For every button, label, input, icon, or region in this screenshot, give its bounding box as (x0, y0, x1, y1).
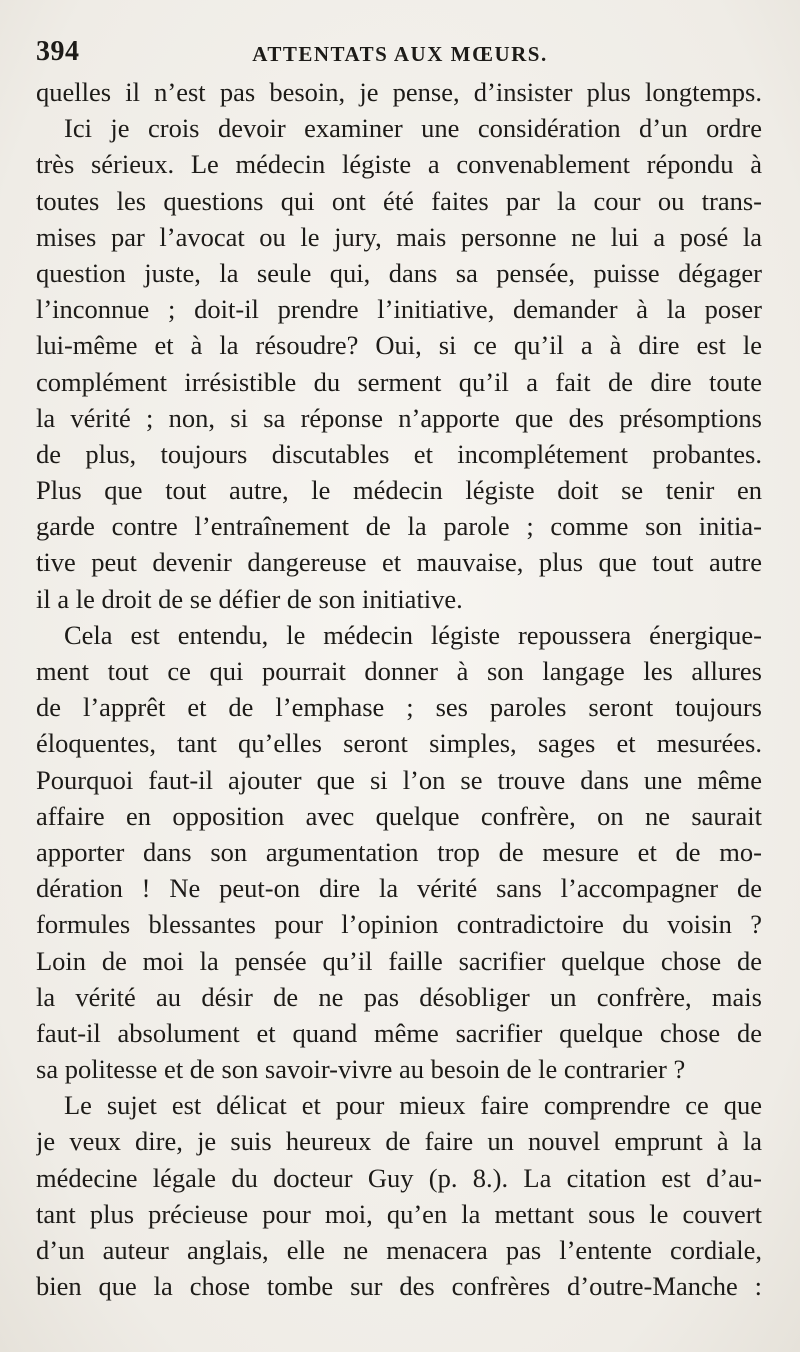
text-line: Loin de moi la pensée qu’il faille sacrifier quelque chose de (36, 945, 762, 976)
text-line: de plus, toujours discutables et incomplétement probantes. (36, 438, 762, 469)
text-line: ment tout ce qui pourrait donner à son langage les allures (36, 656, 762, 686)
text-line: complément irrésistible du serment qu’il a fait de dire toute (36, 366, 762, 397)
text-line: il a le droit de se défier de son initiative. (36, 583, 463, 614)
text-line: dération ! Ne peut-on dire la vérité sans l’accompagner de (36, 873, 762, 904)
page-number: 394 (36, 36, 80, 67)
text-line: apporter dans son argumentation trop de mesure et de mo- (36, 836, 762, 867)
text-line: la vérité au désir de ne pas désobliger un confrère, mais (36, 981, 762, 1012)
text-line: question juste, la seule qui, dans sa pensée, puisse dégager (36, 257, 762, 288)
text-line: lui-même et à la résoudre? Oui, si ce qu’il a à dire est le (36, 330, 762, 361)
text-line: la vérité ; non, si sa réponse n’apporte que des présomptions (36, 402, 762, 433)
text-line: bien que la chose tombe sur des confrères d’outre-Manche : (36, 1271, 762, 1302)
page-header (36, 30, 764, 70)
text-line: tive peut devenir dangereuse et mauvaise, plus que tout autre (36, 547, 762, 578)
text-line: formules blessantes pour l’opinion contradictoire du voisin ? (36, 909, 762, 940)
text-line: Cela est entendu, le médecin légiste repoussera énergique- (64, 619, 762, 650)
text-line: garde contre l’entraînement de la parole ; comme son initia- (36, 511, 762, 542)
text-line: Plus que tout autre, le médecin légiste doit se tenir en (36, 475, 762, 506)
text-line: Ici je crois devoir examiner une considération d’un ordre (64, 113, 762, 144)
text-line: de l’apprêt et de l’emphase ; ses paroles seront toujours (36, 692, 762, 723)
text-line: tant plus précieuse pour moi, qu’en la mettant sous le couvert (36, 1198, 762, 1229)
text-line: Pourquoi faut-il ajouter que si l’on se trouve dans une même (36, 764, 762, 795)
text-line: médecine légale du docteur Guy (p. 8.). La citation est d’au- (36, 1162, 762, 1193)
text-line: très sérieux. Le médecin légiste a convenablement répondu à (36, 149, 762, 180)
text-line: mises par l’avocat ou le jury, mais personne ne lui a posé la (36, 221, 762, 252)
text-line: éloquentes, tant qu’elles seront simples, sages et mesurées. (36, 728, 762, 759)
text-line: l’inconnue ; doit-il prendre l’initiative, demander à la poser (36, 294, 762, 325)
text-line: affaire en opposition avec quelque confrère, on ne saurait (36, 800, 762, 831)
text-line: quelles il n’est pas besoin, je pense, d’insister plus longtemps. (36, 77, 762, 107)
text-line: Le sujet est délicat et pour mieux faire comprendre ce que (64, 1090, 762, 1121)
text-line: faut-il absolument et quand même sacrifier quelque chose de (36, 1017, 762, 1048)
text-line: je veux dire, je suis heureux de faire un nouvel emprunt à la (36, 1126, 762, 1157)
running-title: ATTENTATS AUX MŒURS. (252, 42, 548, 66)
text-line: sa politesse et de son savoir-vivre au besoin de le contrarier ? (36, 1054, 686, 1085)
text-line: d’un auteur anglais, elle ne menacera pas l’entente cordiale, (36, 1235, 762, 1265)
text-line: toutes les questions qui ont été faites par la cour ou trans- (36, 185, 762, 216)
body-text (36, 74, 762, 1304)
